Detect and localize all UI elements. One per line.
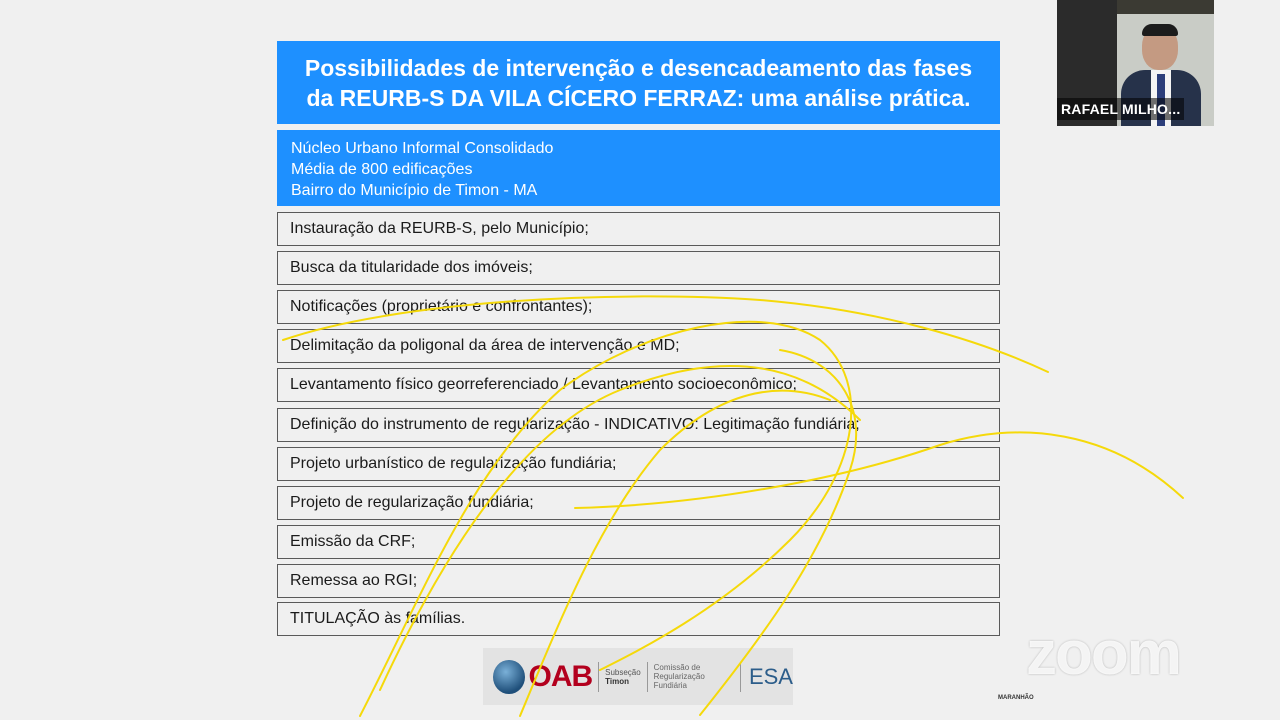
step-item: Busca da titularidade dos imóveis; [277, 251, 1000, 285]
participant-hair [1142, 24, 1178, 36]
divider [647, 662, 648, 692]
info-line: Média de 800 edificações [291, 161, 473, 178]
comissao-label [654, 663, 734, 690]
step-item: Projeto urbanístico de regularização fundiária; [277, 447, 1000, 481]
video-bookshelf [1117, 0, 1214, 14]
oab-globe-icon [493, 660, 525, 694]
speaker-name-label: RAFAEL MILHO... [1057, 98, 1184, 120]
esa-logo: ESA [748, 663, 793, 689]
step-item: TITULAÇÃO às famílias. [277, 602, 1000, 636]
oab-logo: OAB [528, 659, 593, 693]
step-item: Projeto de regularização fundiária; [277, 486, 1000, 520]
divider [740, 662, 741, 692]
oab-region: MARANHÃO [998, 695, 1034, 701]
subsecao-city: Timon [605, 676, 629, 686]
participant-video-tile[interactable] [1057, 0, 1214, 126]
divider [598, 662, 599, 692]
step-item: Instauração da REURB-S, pelo Município; [277, 212, 1000, 246]
comissao-line: Regularização Fundiária [653, 672, 705, 690]
subsecao-text: Subseção [605, 667, 641, 677]
slide-title: Possibilidades de intervenção e desencadeamento das fases da REURB-S DA VILA CÍCERO FERRAZ: uma análise prática. [277, 41, 1000, 124]
footer-logos [483, 648, 1034, 705]
comissao-line: Comissão de [653, 663, 701, 672]
step-item: Delimitação da poligonal da área de intervenção e MD; [277, 329, 1000, 363]
info-box [277, 130, 1000, 206]
info-line: Bairro do Município de Timon - MA [291, 182, 538, 199]
step-item: Levantamento físico georreferenciado / Levantamento socioeconômico; [277, 368, 1000, 402]
subsecao-label [605, 668, 641, 686]
step-item: Remessa ao RGI; [277, 564, 1000, 598]
step-item: Notificações (proprietário e confrontantes); [277, 290, 1000, 324]
step-item: Definição do instrumento de regularização - INDICATIVO: Legitimação fundiária; [277, 408, 1000, 442]
info-line: Núcleo Urbano Informal Consolidado [291, 140, 554, 157]
zoom-watermark: zoom [1026, 619, 1180, 688]
step-item: Emissão da CRF; [277, 525, 1000, 559]
